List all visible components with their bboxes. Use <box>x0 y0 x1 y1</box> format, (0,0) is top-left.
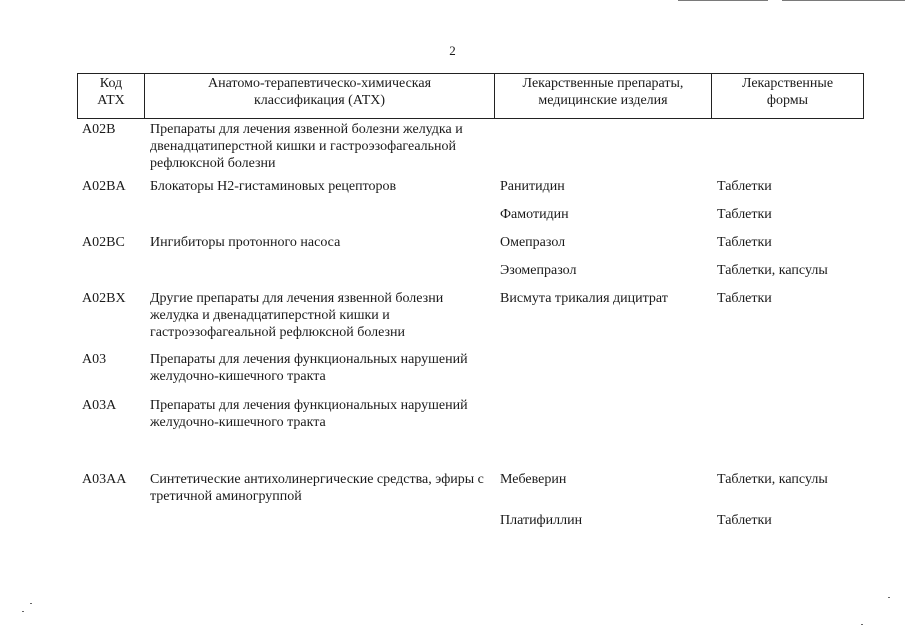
header-code-label: Код АТХ <box>97 76 125 108</box>
row-drug: Платифиллин <box>500 513 583 528</box>
header-drugs <box>495 74 712 118</box>
scan-speck <box>22 611 24 612</box>
row-code: A02BA <box>82 179 126 194</box>
row-code: A03A <box>82 398 117 413</box>
row-form: Таблетки <box>717 179 772 194</box>
row-drug: Мебеверин <box>500 472 567 487</box>
table-header <box>77 73 864 119</box>
row-atc-name: Ингибиторы протонного насоса <box>150 235 341 250</box>
scan-edge-line <box>678 0 768 1</box>
row-atc-name: Препараты для лечения язвенной болезни желудка и двенадцатиперстной кишки и гастроэзофагеальной рефлюксной болезни <box>150 122 463 171</box>
header-code-atc <box>78 74 145 118</box>
scan-speck <box>861 624 863 625</box>
row-code: A02B <box>82 122 116 137</box>
scan-speck <box>30 603 32 604</box>
row-form: Таблетки <box>717 235 772 250</box>
row-form: Таблетки, капсулы <box>717 472 828 487</box>
row-drug: Эзомепразол <box>500 263 577 278</box>
scan-edge-line <box>782 0 905 1</box>
header-forms-label: Лекарственные формы <box>741 76 834 108</box>
row-drug: Омепразол <box>500 235 566 250</box>
row-code: A02BX <box>82 291 126 306</box>
row-form: Таблетки <box>717 207 772 222</box>
row-atc-name: Препараты для лечения функциональных нарушений желудочно-кишечного тракта <box>150 352 468 384</box>
row-code: A03 <box>82 352 107 367</box>
row-code: A02BC <box>82 235 125 250</box>
row-drug: Фамотидин <box>500 207 569 222</box>
scan-speck <box>888 597 890 598</box>
row-form: Таблетки <box>717 513 772 528</box>
header-atc-label: Анатомо-терапевтическо-химическая классификация (АТХ) <box>207 76 432 108</box>
row-atc-name: Синтетические антихолинергические средства, эфиры с третичной аминогруппой <box>150 472 484 504</box>
row-drug: Ранитидин <box>500 179 565 194</box>
row-drug: Висмута трикалия дицитрат <box>500 291 668 306</box>
row-form: Таблетки <box>717 291 772 306</box>
header-atc-classification <box>145 74 495 118</box>
row-code: A03AA <box>82 472 127 487</box>
header-dosage-forms <box>712 74 863 118</box>
page-number: 2 <box>449 43 456 58</box>
row-atc-name: Препараты для лечения функциональных нарушений желудочно-кишечного тракта <box>150 398 468 430</box>
header-drugs-label: Лекарственные препараты, медицинские изделия <box>522 76 684 108</box>
row-atc-name: Блокаторы Н2-гистаминовых рецепторов <box>150 179 397 194</box>
row-form: Таблетки, капсулы <box>717 263 828 278</box>
row-atc-name: Другие препараты для лечения язвенной болезни желудка и двенадцатиперстной кишки и гастроэзофагеальной рефлюксной болезни <box>150 291 444 340</box>
